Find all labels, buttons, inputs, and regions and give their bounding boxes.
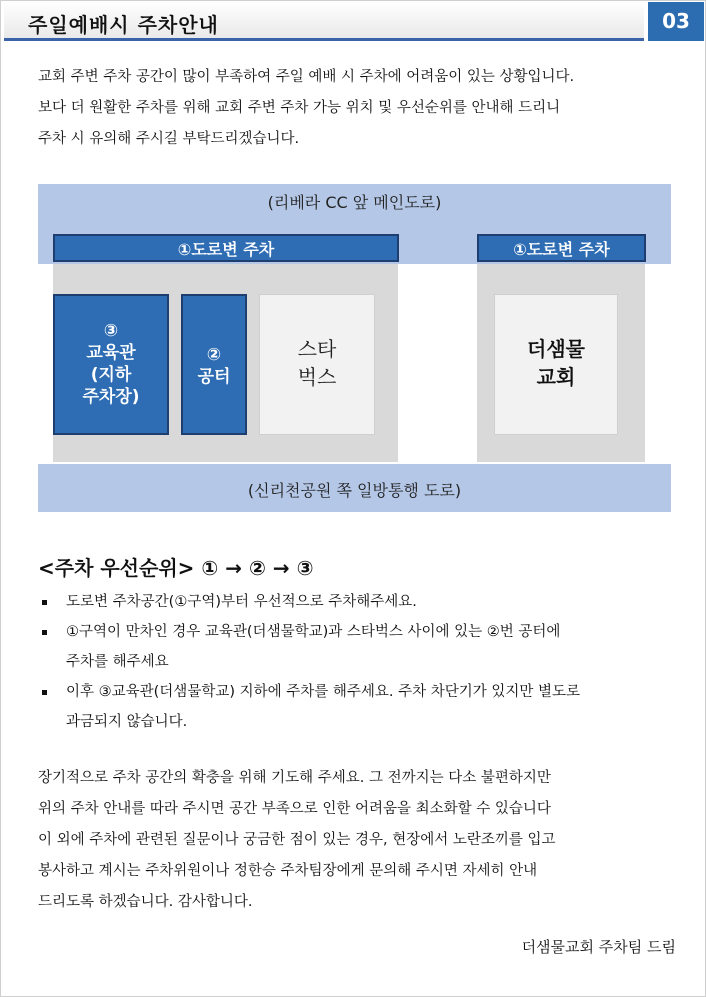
closing-line: 드리도록 하겠습니다. 감사합니다. <box>38 894 253 910</box>
list-item-text: 도로변 주차공간(①구역)부터 우선적으로 주차해주세요. <box>66 594 417 610</box>
one-way-road-label: (신리천공원 쪽 일방통행 도로) <box>247 481 462 500</box>
starbucks-label-line2: 벅스 <box>297 365 337 389</box>
church-label-line2: 교회 <box>536 365 576 389</box>
church-label-line1: 더샘물 <box>527 337 585 361</box>
zone3-label-line3: 주차장) <box>82 387 140 407</box>
bullet-icon <box>42 600 47 605</box>
zone2-open-lot <box>181 294 247 435</box>
page-title: 주일예배시 주차안내 <box>28 13 219 37</box>
intro-line: 주차 시 유의해 주시길 부탁드리겠습니다. <box>38 131 300 147</box>
closing-line: 봉사하고 계시는 주차위원이나 정한승 주차팀장에게 문의해 주시면 자세히 안내 <box>38 863 538 879</box>
parking-map <box>38 184 671 512</box>
zone2-label: 공터 <box>197 367 231 387</box>
closing-paragraph <box>38 763 678 918</box>
page-number-badge: 03 <box>648 2 704 41</box>
one-way-road <box>38 464 671 512</box>
list-item-text: 주차를 해주세요 <box>66 654 169 670</box>
priority-list <box>38 587 678 737</box>
closing-line: 위의 주차 안내를 따라 주시면 공간 부족으로 인한 어려움을 최소화할 수 있습니다 <box>38 801 551 817</box>
closing-line: 장기적으로 주차 공간의 확충을 위해 기도해 주세요. 그 전까지는 다소 불편하지만 <box>38 770 551 786</box>
bullet-icon <box>42 690 47 695</box>
starbucks-building <box>259 294 375 435</box>
main-road-label: (리베라 CC 앞 메인도로) <box>267 193 442 212</box>
street-parking-right: ①도로변 주차 <box>477 234 646 262</box>
list-item-text: ①구역이 만차인 경우 교육관(더샘물학교)과 스타벅스 사이에 있는 ②번 공터에 <box>66 624 561 640</box>
church-building <box>494 294 618 435</box>
zone3-education-hall <box>53 294 169 435</box>
closing-line: 이 외에 주차에 관련된 질문이나 궁금한 점이 있는 경우, 현장에서 노란조끼를 입고 <box>38 832 556 848</box>
list-item <box>38 677 678 737</box>
intro-line: 보다 더 원활한 주차를 위해 교회 주변 주차 가능 위치 및 우선순위를 안내해 드리니 <box>38 100 561 116</box>
priority-heading: <주차 우선순위> ① → ② → ③ <box>38 556 314 580</box>
list-item <box>38 587 678 617</box>
bullet-icon <box>42 630 47 635</box>
signature: 더샘물교회 주차팀 드림 <box>521 938 676 956</box>
zone3-label-line2: (지하 <box>90 365 132 385</box>
header-bar <box>4 2 644 41</box>
zone3-label-line1: 교육관 <box>86 343 136 363</box>
zone3-number: ③ <box>103 321 119 341</box>
list-item-text: 이후 ③교육관(더샘물학교) 지하에 주차를 해주세요. 주차 차단기가 있지만 별도로 <box>66 684 581 700</box>
list-item-text: 과금되지 않습니다. <box>66 714 188 730</box>
street-parking-left: ①도로변 주차 <box>53 234 399 262</box>
zone2-number: ② <box>206 345 222 365</box>
intro-paragraph <box>38 62 678 155</box>
list-item <box>38 617 678 677</box>
intro-line: 교회 주변 주차 공간이 많이 부족하여 주일 예배 시 주차에 어려움이 있는 상황입니다. <box>38 69 575 85</box>
starbucks-label-line1: 스타 <box>297 337 337 361</box>
